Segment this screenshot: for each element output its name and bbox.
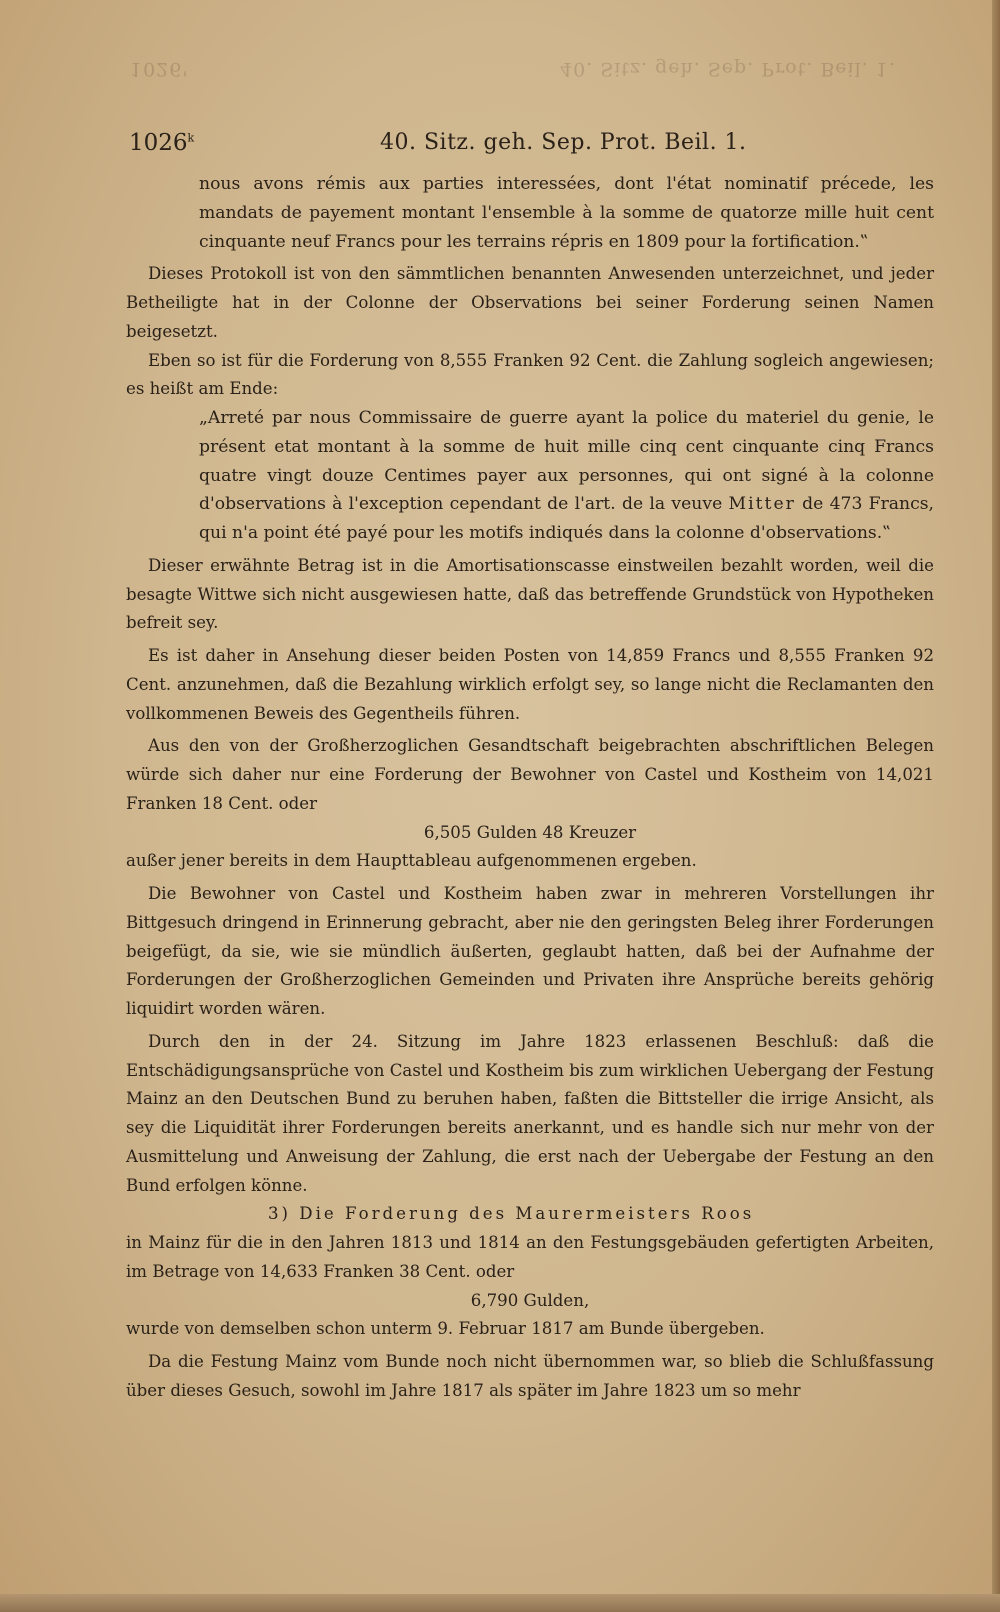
paragraph-3: Eben so ist für die Forderung von 8,555 Franken 92 Cent. die Zahlung sogleich angewiesen; es heißt am Ende: — [126, 350, 934, 399]
page-number — [129, 130, 194, 156]
paragraph-5: Dieser erwähnte Betrag ist in die Amortisationscasse einstweilen bezahlt worden, weil die besagte Wittwe sich nicht ausgewiesen hatte, daß das betreffende Grundstück von Hypotheken befreit sey. — [126, 555, 934, 633]
body-text — [126, 170, 934, 1406]
paragraph-2: Dieses Protokoll ist von den sämmtlichen benannten Anwesenden unterzeichnet, und jeder Betheiligte hat in der Colonne der Observations bei seiner Forderung seinen Namen beigesetzt. — [126, 264, 934, 341]
amount-line-2: 6,790 Gulden, — [470, 1290, 590, 1310]
paragraph-10: in Mainz für die in den Jahren 1813 und 1814 an den Festungsgebäuden gefertigten Arbeiten, im Betrage von 14,633 Franken 38 Cent. oder — [126, 1233, 934, 1281]
quote-name-mitter: Mitter — [728, 494, 796, 515]
page-number-suffix: k — [187, 131, 195, 145]
paragraph-11: Da die Festung Mainz vom Bunde noch nicht übernommen war, so blieb die Schlußfassung über dieses Gesuch, sowohl im Jahre 1817 als später im Jahre 1823 um so mehr — [126, 1352, 934, 1400]
page-header — [0, 130, 1000, 160]
paragraph-9: Durch den in der 24. Sitzung im Jahre 1823 erlassenen Beschluß: daß die Entschädigungsansprüche von Castel und Kostheim bis zum wirklichen Uebergang der Festung Mainz an den Deutschen Bund zu beruhen haben, faßten die Bittsteller die irrige Ansicht, als sey die Liquidität ihrer Forderungen bereits anerkannt, und es handle sich nur mehr von der Ausmittelung und Anweisung der Zahlung, die erst nach der Uebergabe der Festung an den Bund erfolgen könne. — [126, 1031, 934, 1195]
page-edge-bottom — [0, 1594, 1000, 1612]
page-edge-right — [992, 0, 1000, 1612]
page-number-value: 1026 — [129, 130, 188, 156]
bleed-through-page-number: 1026' — [130, 58, 189, 80]
paragraph-6: Es ist daher in Ansehung dieser beiden Posten von 14,859 Francs und 8,555 Franken 92 Cent. anzunehmen, daß die Bezahlung wirklich erfolgt sey, so lange nicht die Reclamanten den vollkommenen Beweis des Gegentheils führen. — [126, 646, 934, 723]
amount-line-1: 6,505 Gulden 48 Kreuzer — [423, 822, 637, 842]
section-heading-roos: 3) Die Forderung des Maurermeisters Roos — [268, 1204, 755, 1224]
paragraph-8: Die Bewohner von Castel und Kostheim haben zwar in mehreren Vorstellungen ihr Bittgesuch dringend in Erinnerung gebracht, aber nie den geringsten Beleg ihrer Forderungen beigefügt, da sie, wie sie mündlich äußerten, geglaubt hatten, daß bei der Aufnahme der Forderungen der Großherzoglichen Gemeinden und Privaten ihre Ansprüche bereits gehörig liquidirt worden wären. — [126, 884, 934, 1018]
running-head: 40. Sitz. geh. Sep. Prot. Beil. 1. — [380, 130, 747, 155]
quote-text-start: „Arreté par nous Commissaire de guerre ayant la police du materiel du genie, le présent etat montant à la somme de huit mille cinq cent cinquante cinq Francs quatre vingt douze Centimes payer aux personnes, qui ont signé à la colonne d'observations à l'exception cependant de l'art. de la veuve — [199, 408, 934, 515]
paragraph-7: Aus den von der Großherzoglichen Gesandtschaft beigebrachten abschriftlichen Belegen würde sich daher nur eine Forderung der Bewohner von Castel und Kostheim von 14,021 Franken 18 Cent. oder — [126, 736, 934, 813]
bleed-through-running-head: 40. Sitz. geh. Sep. Prot. Beil. 1. — [560, 58, 896, 80]
quote-text-end: de 473 Francs, qui n'a point été payé pour les motifs indiqués dans la colonne d'observations.‟ — [199, 494, 935, 543]
paragraph-7-tail: außer jener bereits in dem Haupttableau aufgenommenen ergeben. — [126, 851, 697, 871]
paragraph-french-quote — [199, 404, 934, 548]
paragraph-10-tail: wurde von demselben schon unterm 9. Februar 1817 am Bunde übergeben. — [126, 1319, 765, 1339]
paragraph-french-1: nous avons rémis aux parties interessées, dont l'état nominatif précede, les mandats de payement montant l'ensemble à la somme de quatorze mille huit cent cinquante neuf Francs pour les terrains répris en 1809 pour la fortification.‟ — [199, 174, 934, 252]
